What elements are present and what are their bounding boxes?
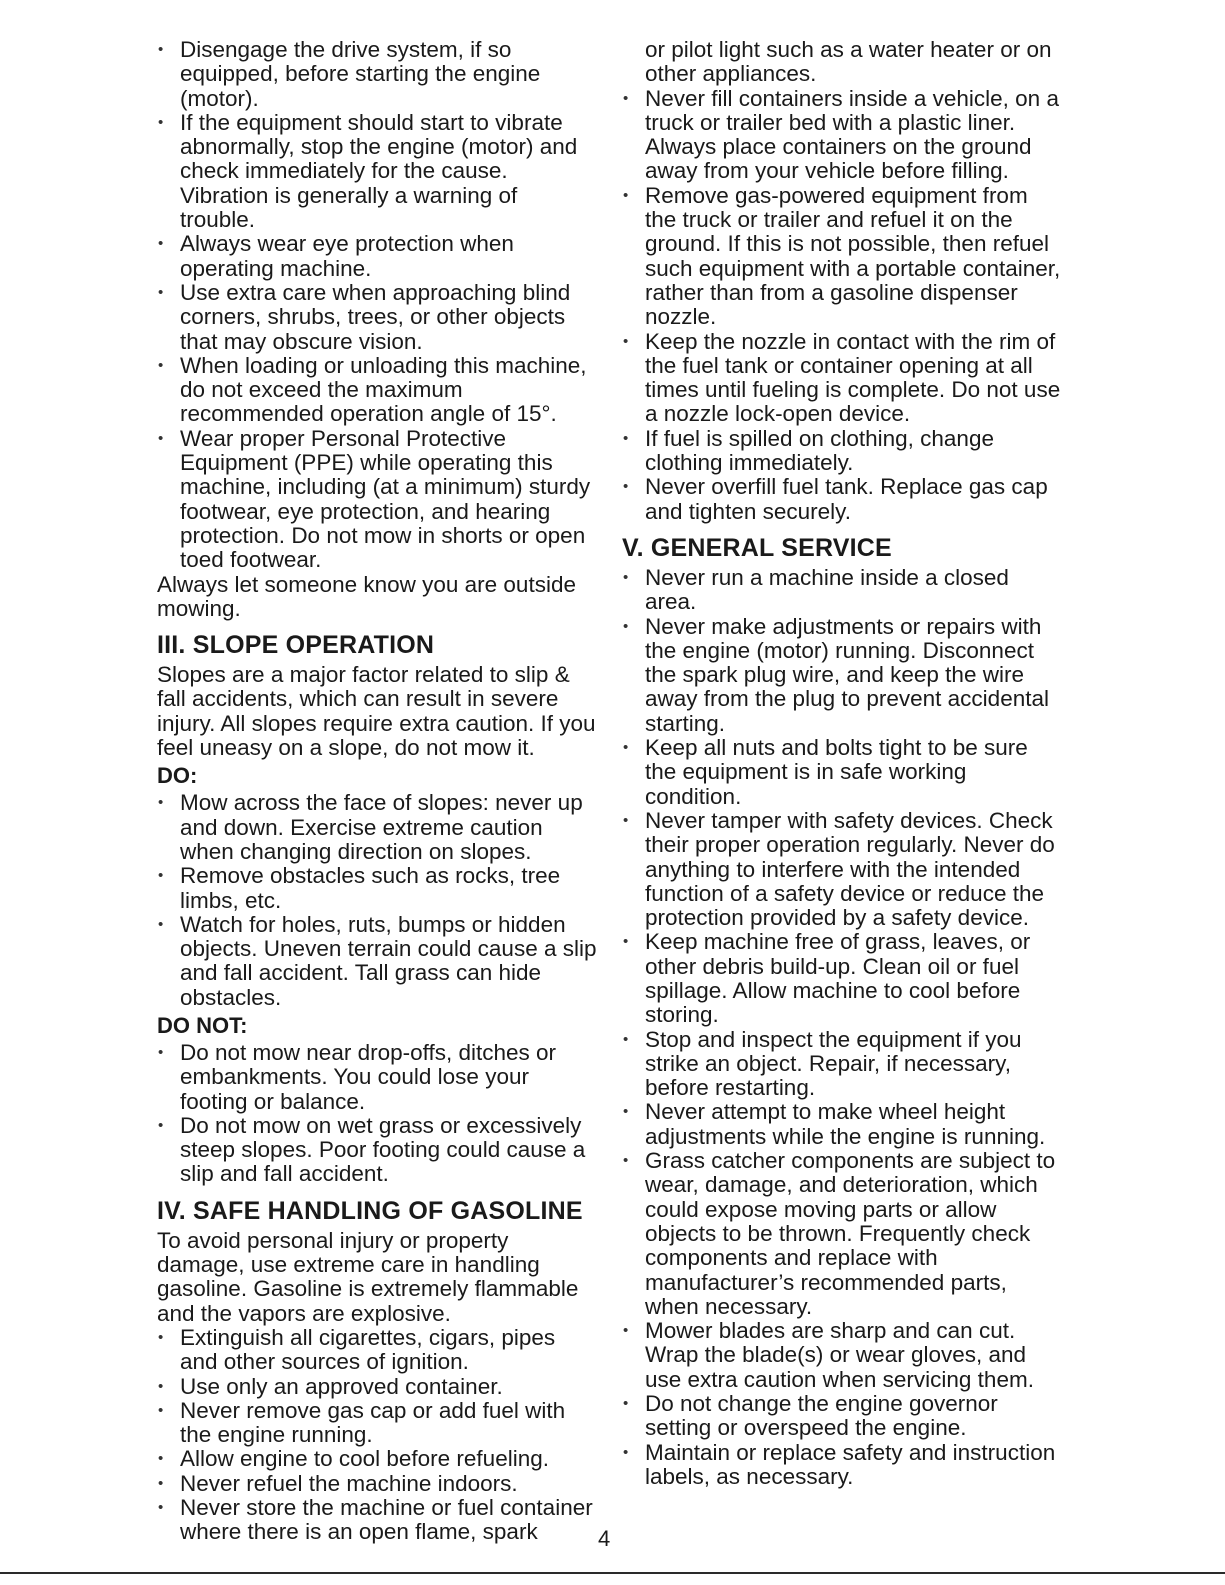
list-item: • Use only an approved container. — [157, 1375, 597, 1399]
list-item: • Allow engine to cool before refueling. — [157, 1447, 597, 1471]
list-item: • Never fill containers inside a vehicle, on a truck or trailer bed with a plastic liner. Always place containers on the ground away from your vehicle before filling. — [622, 87, 1062, 184]
list-item: • Always wear eye protection when operating machine. — [157, 232, 597, 281]
list-item: • Keep machine free of grass, leaves, or other debris build-up. Clean oil or fuel spillage. Allow machine to cool before storing. — [622, 930, 1062, 1027]
list-item: • Mower blades are sharp and can cut. Wrap the blade(s) or wear gloves, and use extra caution when servicing them. — [622, 1319, 1062, 1392]
list-item: • Watch for holes, ruts, bumps or hidden objects. Uneven terrain could cause a slip and fall accident. Tall grass can hide obstacles. — [157, 913, 597, 1010]
do-not-heading: DO NOT: — [157, 1012, 248, 1038]
continued-paragraph: or pilot light such as a water heater or on other appliances. — [645, 37, 1052, 87]
list-item: • Do not mow on wet grass or excessively steep slopes. Poor footing could cause a slip and fall accident. — [157, 1114, 597, 1187]
list-item: • If the equipment should start to vibrate abnormally, stop the engine (motor) and check immediately for the cause. Vibration is generally a warning of trouble. — [157, 111, 597, 232]
service-bullet-list — [622, 566, 1062, 1489]
list-item: • Never store the machine or fuel container where there is an open flame, spark — [157, 1496, 597, 1545]
gas-bullet-list-continued — [622, 87, 1062, 524]
section-heading-service: V. GENERAL SERVICE — [622, 533, 892, 562]
bottom-divider — [0, 1572, 1225, 1574]
right-column — [622, 38, 1062, 1489]
list-item: • Keep the nozzle in contact with the rim of the fuel tank or container opening at all times until fueling is complete. Do not use a nozzle lock-open device. — [622, 330, 1062, 427]
list-item: • Never tamper with safety devices. Check their proper operation regularly. Never do anything to interfere with the intended function of a safety device or reduce the protection provided by a safety device. — [622, 809, 1062, 930]
page-number: 4 — [598, 1526, 611, 1551]
list-item: • Do not mow near drop-offs, ditches or embankments. You could lose your footing or balance. — [157, 1041, 597, 1114]
paragraph: Slopes are a major factor related to slip & fall accidents, which can result in severe injury. All slopes require extra caution. If you feel uneasy on a slope, do not mow it. — [157, 662, 596, 761]
list-item: • Remove gas-powered equipment from the truck or trailer and refuel it on the ground. If this is not possible, then refuel such equipment with a portable container, rather than from a gasoline dispenser nozzle. — [622, 184, 1062, 330]
list-item: • Wear proper Personal Protective Equipment (PPE) while operating this machine, including (at a minimum) sturdy footwear, eye protection, and hearing protection. Do not mow in shorts or open toed footwear. — [157, 427, 597, 573]
list-item: • Extinguish all cigarettes, cigars, pipes and other sources of ignition. — [157, 1326, 597, 1375]
list-item: • Mow across the face of slopes: never up and down. Exercise extreme caution when changing direction on slopes. — [157, 791, 597, 864]
do-bullet-list — [157, 791, 597, 1010]
section-heading-slope: III. SLOPE OPERATION — [157, 631, 435, 660]
list-item: • Never make adjustments or repairs with the engine (motor) running. Disconnect the spark plug wire, and keep the wire away from the plug to prevent accidental starting. — [622, 615, 1062, 736]
paragraph: To avoid personal injury or property damage, use extreme care in handling gasoline. Gasoline is extremely flammable and the vapors are explosive. — [157, 1227, 579, 1326]
list-item: • Do not change the engine governor setting or overspeed the engine. — [622, 1392, 1062, 1441]
do-heading: DO: — [157, 763, 198, 789]
list-item: • Grass catcher components are subject to wear, damage, and deterioration, which could expose moving parts or allow objects to be thrown. Frequently check components and replace with manufacturer’s recommended parts, when necessary. — [622, 1149, 1062, 1319]
list-item: • Disengage the drive system, if so equipped, before starting the engine (motor). — [157, 38, 597, 111]
do-not-bullet-list — [157, 1041, 597, 1187]
list-item: • Never attempt to make wheel height adjustments while the engine is running. — [622, 1100, 1062, 1149]
list-item: • If fuel is spilled on clothing, change clothing immediately. — [622, 427, 1062, 476]
left-column — [157, 38, 597, 1545]
list-item: • Never refuel the machine indoors. — [157, 1472, 597, 1496]
paragraph: Always let someone know you are outside mowing. — [157, 571, 576, 621]
gasoline-bullet-list — [157, 1326, 597, 1545]
list-item: • Use extra care when approaching blind corners, shrubs, trees, or other objects that may obscure vision. — [157, 281, 597, 354]
list-item: • Remove obstacles such as rocks, tree limbs, etc. — [157, 864, 597, 913]
list-item: • Never run a machine inside a closed area. — [622, 566, 1062, 615]
list-item: • Stop and inspect the equipment if you strike an object. Repair, if necessary, before restarting. — [622, 1028, 1062, 1101]
intro-bullet-list — [157, 38, 597, 573]
section-heading-gasoline: IV. SAFE HANDLING OF GASOLINE — [157, 1196, 583, 1225]
list-item: • Never remove gas cap or add fuel with the engine running. — [157, 1399, 597, 1448]
list-item: • Keep all nuts and bolts tight to be sure the equipment is in safe working condition. — [622, 736, 1062, 809]
list-item: • Never overfill fuel tank. Replace gas cap and tighten securely. — [622, 475, 1062, 524]
list-item: • When loading or unloading this machine, do not exceed the maximum recommended operation angle of 15°. — [157, 354, 597, 427]
list-item: • Maintain or replace safety and instruction labels, as necessary. — [622, 1441, 1062, 1490]
